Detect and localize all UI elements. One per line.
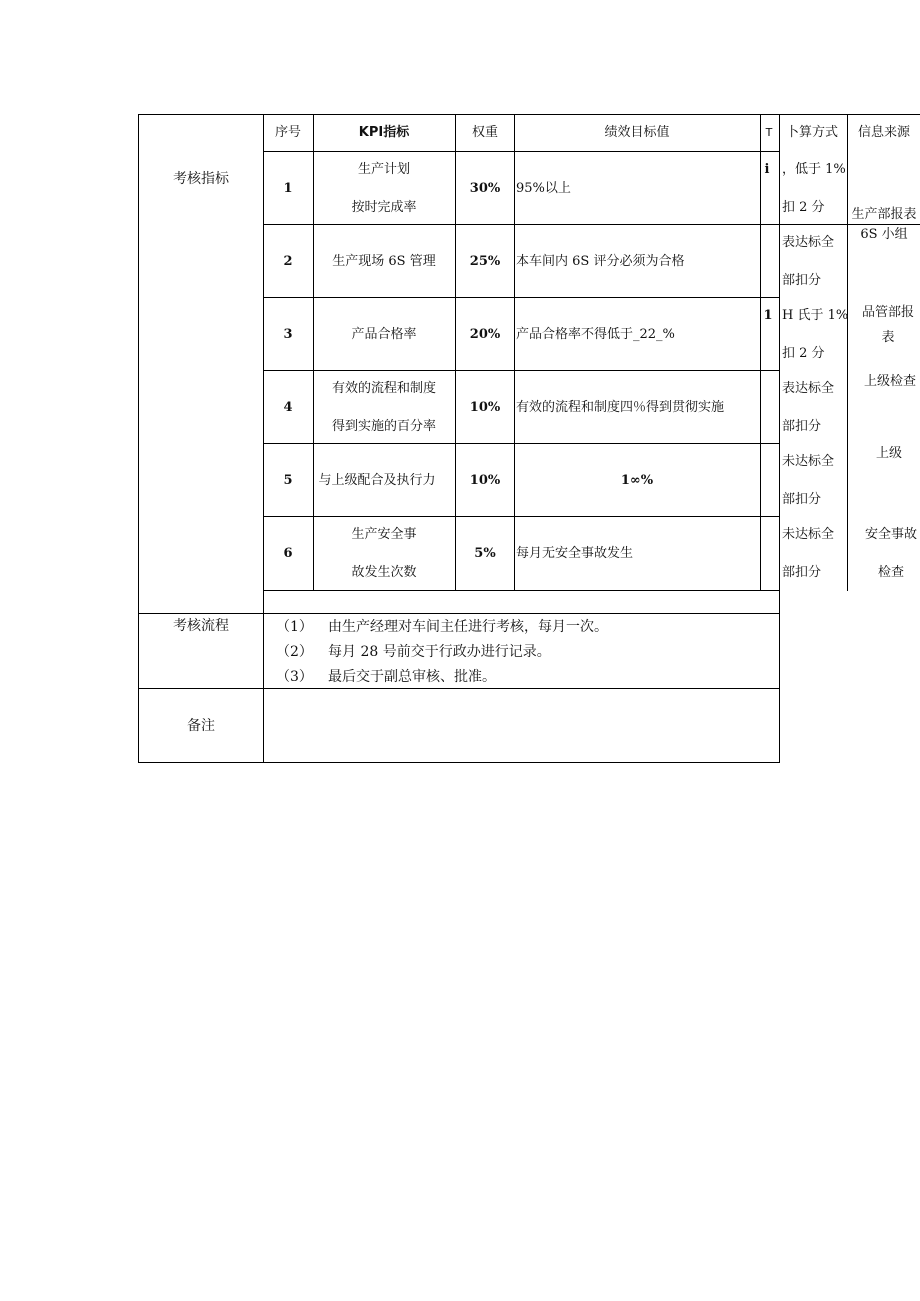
row-source-line: 上级 [875,446,903,461]
row-kpi-line: 生产计划 [357,162,411,177]
row-seq: 1 [283,181,293,196]
row-divider [263,297,780,298]
row-seq: 4 [283,400,293,415]
process-step-number: （3） [276,669,313,685]
header-kpi: KPI指标 [358,125,410,140]
row-calc-line: 未达标全 [782,454,835,469]
row-calc-line: 部扣分 [782,565,822,580]
header-seq: 序号 [274,125,302,140]
row-kpi-line: 与上级配合及执行力 [318,473,436,488]
section-label-indicators: 考核指标 [173,171,229,187]
header-weight: 权重 [471,125,499,140]
process-step-text: 每月 28 号前交于行政办进行记录。 [328,644,551,660]
table-border-left [138,114,139,763]
column-divider [514,114,515,591]
row-source-line: 安全事故 [864,527,918,542]
row-seq: 6 [283,546,293,561]
row-calc-line: H 氏于 1% [782,308,849,323]
process-step-number: （2） [276,644,313,660]
header-source: 信息来源 [857,125,911,140]
process-step-number: （1） [276,619,313,635]
row-target: 有效的流程和制度四％得到贯彻实施 [516,400,725,415]
row-divider [263,370,780,371]
table-border-top [138,114,920,115]
row-kpi-line: 产品合格率 [351,327,417,342]
row-source-line: 上级检查 [863,374,917,389]
row-target: 产品合格率不得低于_22_% [516,327,675,342]
label-column-divider [263,114,264,763]
section-divider [138,613,779,614]
header-fragment: T [765,126,773,139]
process-step-text: 由生产经理对车间主任进行考核，每月一次。 [328,619,608,635]
row-kpi-line: 得到实施的百分率 [331,419,437,434]
row-source-line: 生产部报表 [851,207,917,222]
section-label-process: 考核流程 [173,618,229,634]
column-divider [760,114,761,591]
row-calc-line: 扣 2 分 [782,346,825,361]
row-kpi-line: 生产现场 6S 管理 [332,254,436,269]
row-divider [263,590,780,591]
header-target: 绩效目标值 [604,125,670,140]
row-source-line: 品管部报 [861,305,915,320]
row-target: 本车间内 6S 评分必须为合格 [516,254,685,269]
row-divider [263,443,780,444]
row-weight: 10% [469,473,501,488]
row-fragment: 1 [763,308,773,323]
header-divider [263,151,780,152]
row-kpi-line: 故发生次数 [351,565,417,580]
row-calc-line: 部扣分 [782,492,822,507]
row-kpi-line: 按时完成率 [351,200,417,215]
row-source-line: 6S 小组 [860,227,908,242]
column-divider [455,114,456,591]
row-weight: 5% [474,546,496,561]
row-divider [263,516,780,517]
row-weight: 10% [469,400,501,415]
row-seq: 2 [283,254,293,269]
row-calc-line: 表达标全 [782,235,835,250]
row-kpi-line: 生产安全事 [351,527,417,542]
row-seq: 3 [283,327,293,342]
row-calc-line: 部扣分 [782,419,822,434]
column-divider [779,114,780,763]
row-calc-line: 未达标全 [782,527,835,542]
header-calc: 卜算方式 [785,125,839,140]
row-kpi-line: 有效的流程和制度 [331,381,437,396]
row-calc-line: 表达标全 [782,381,835,396]
row-calc-line: ，低于 1% [782,162,846,177]
row-source-line: 检查 [877,565,905,580]
row-calc-line: 扣 2 分 [782,200,825,215]
row-fragment: i [764,162,770,177]
process-step-text: 最后交于副总审核、批准。 [328,669,496,685]
row-weight: 20% [469,327,501,342]
column-divider [313,114,314,591]
row-divider [263,224,920,225]
row-target: 95%以上 [516,181,571,196]
row-seq: 5 [283,473,293,488]
row-target: 1∞% [620,473,654,488]
row-calc-line: 部扣分 [782,273,822,288]
column-divider [847,114,848,591]
row-target: 每月无安全事故发生 [516,546,634,561]
row-weight: 25% [469,254,501,269]
table-border-bottom [138,762,779,763]
section-divider [138,688,779,689]
row-weight: 30% [469,181,501,196]
section-label-remarks: 备注 [187,718,215,734]
row-source-line: 表 [881,330,895,345]
